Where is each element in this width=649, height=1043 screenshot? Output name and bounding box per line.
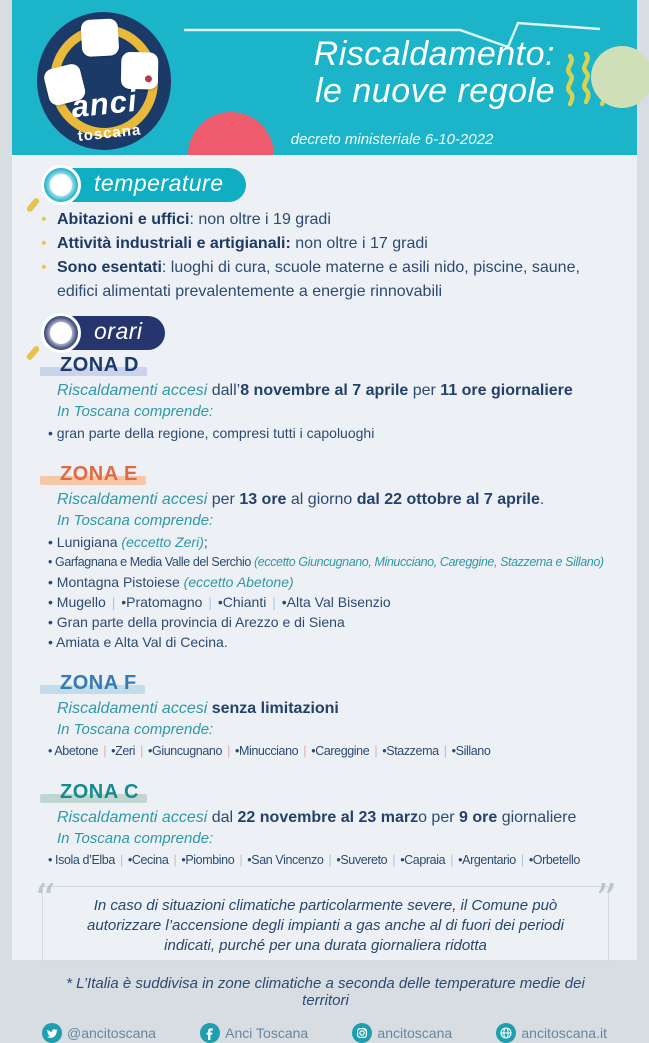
header [12,0,637,155]
temperature-rules-list [40,208,620,304]
text-segment: Riscaldamenti accesi [57,809,212,826]
text-segment: (eccetto Abetone) [183,574,294,590]
text-segment: 8 novembre al 7 aprile [240,382,409,399]
text-segment: dal [211,809,238,826]
zone-schedule [57,489,637,511]
text-segment: • Montagna Pistoiese [48,574,184,590]
rule-bold-text: Sono esentati [57,259,162,276]
zone-place-line [48,532,637,552]
temperature-label: temperature [94,170,224,196]
magnifier-icon [41,313,81,353]
text-segment: •Careggine [308,744,373,758]
quote-text: In caso di situazioni climatiche particolarmente severe, il Comune può autorizzare l’accensione degli impianti a gas anche al di fuori dei periodi indicati, purché per una durata giornaliera ridotta [87,897,564,954]
section-pill-temperature [50,168,246,202]
text-segment: •Zeri [108,744,139,758]
facebook-icon [200,1023,220,1043]
text-segment: •Minucciano [231,744,302,758]
zone-body [48,698,637,761]
zone-body [48,380,637,443]
decree-subtitle: decreto ministeriale 6-10-2022 [290,131,494,148]
text-segment: • Amiata e Alta Val di Cecina. [48,634,228,650]
zone-heading-text: ZONA C [60,781,139,803]
text-segment: •Cecina [124,853,172,867]
text-segment: •Chianti [213,594,271,610]
text-segment: Riscaldamenti accesi [57,700,212,717]
zone-place-line [48,632,637,652]
text-segment: • Gran parte della provincia di Arezzo e di Siena [48,614,345,630]
decorative-sage-circle [591,46,649,108]
text-segment: | [208,594,212,610]
text-segment: | [272,594,276,610]
zone-c [40,781,637,870]
zone-comprende-label: In Toscana comprende: [57,830,214,847]
text-segment: • gran parte della regione, compresi tutti i capoluoghi [48,425,375,441]
zone-body [48,807,637,870]
text-segment: dall’ [211,382,241,399]
text-segment: giornaliere [497,809,577,826]
text-segment: | [173,853,177,867]
text-segment: ; [203,534,208,550]
zone-f [40,672,637,761]
temperature-rule: • Attività industriali e artigianali: non oltre i 17 gradi [40,232,620,256]
text-segment: | [140,744,143,758]
website-url: ancitoscana.it [521,1025,607,1041]
zone-place-line [48,741,637,761]
twitter-link[interactable] [42,1023,156,1043]
text-segment: 13 ore [239,491,287,508]
text-segment: | [119,853,123,867]
text-segment: | [103,744,107,758]
text-segment: al giorno [286,491,357,508]
temperature-rule: • Sono esentati: luoghi di cura, scuole materne e asili nido, piscine, saune, edifici alimentati prevalentemente a energie rinnovabili [40,256,620,304]
zone-heading [40,354,147,377]
twitter-handle: @ancitoscana [67,1025,156,1041]
text-segment: • Lunigiana [48,534,122,550]
text-segment: | [450,853,454,867]
text-segment: 22 novembre al 23 marz [237,809,419,826]
text-segment: Riscaldamenti accesi [57,491,212,508]
zone-places-list [48,532,637,652]
zone-place-line [48,572,637,592]
logo-text-anci: anci [69,82,140,125]
text-segment: | [111,594,116,610]
text-segment: dal 22 ottobre al 7 aprile [356,491,540,508]
text-segment: •Stazzema [379,744,442,758]
text-segment: | [520,853,524,867]
zones-container [40,354,637,870]
content [12,155,637,1009]
zone-heading [40,781,147,804]
text-segment: (eccetto Giuncugnano, Minucciano, Careggine, Stazzema e Sillano) [254,555,604,569]
magnifier-handle [26,197,41,213]
text-segment: | [374,744,378,758]
zone-comprende-label: In Toscana comprende: [57,512,214,529]
logo-text-toscana: toscana [76,121,143,145]
zone-heading-text: ZONA E [60,463,138,485]
text-segment: •San Vincenzo [244,853,327,867]
text-segment: •Giuncugnano [144,744,226,758]
text-segment: | [392,853,396,867]
rule-bold-text: Abitazioni e uffici [57,211,190,228]
zone-places-list [48,423,637,443]
title-line1: Riscaldamento: [313,35,555,73]
zone-heading [40,672,145,695]
zone-place-line [48,552,637,572]
text-segment: •Pratomagno [117,594,207,610]
magnifier-icon [41,165,81,205]
text-segment: (eccetto Zeri) [121,534,204,550]
zone-d [40,354,637,443]
text-segment: •Argentario [455,853,519,867]
text-segment: • Garfagnana e Media Valle del Serchio [48,555,255,569]
text-segment: • Abetone [48,744,102,758]
zone-place-line [48,592,637,612]
text-segment: senza limitazioni [211,700,339,717]
text-segment: | [239,853,243,867]
title-line2: le nuove regole [314,72,555,110]
text-segment: •Sillano [448,744,491,758]
instagram-icon [352,1023,372,1043]
text-segment: 11 ore giornaliere [440,382,573,399]
facebook-link[interactable] [200,1023,308,1043]
text-segment: o per [418,809,459,826]
temperature-rule: • Abitazioni e uffici: non oltre i 19 gradi [40,208,620,232]
zone-body [48,489,637,652]
logo-square-top [81,18,120,57]
section-pill-orari [50,316,165,350]
magnifier-handle [26,345,41,361]
text-segment: 9 ore [459,809,498,826]
text-segment: per [408,382,441,399]
text-segment: •Suvereto [333,853,391,867]
social-footer [12,1023,637,1043]
twitter-bird-icon [42,1023,62,1043]
infographic-page [12,0,637,1041]
text-segment: | [303,744,307,758]
text-segment: • Mugello [48,594,110,610]
instagram-handle: ancitoscana [377,1025,453,1041]
text-segment: | [227,744,230,758]
facebook-name: Anci Toscana [225,1025,309,1041]
zone-schedule [57,380,637,402]
globe-icon [496,1023,516,1043]
zone-heading-text: ZONA D [60,354,139,376]
zone-places-list [48,850,637,870]
text-segment: •Orbetello [525,853,580,867]
text-segment: Riscaldamenti accesi [57,382,212,399]
close-quote-icon: ” [595,875,617,924]
zone-place-line [48,423,637,443]
text-segment: per [211,491,240,508]
zone-place-line [48,850,637,870]
orari-label: orari [94,318,143,344]
zone-schedule [57,698,637,720]
quote-box [34,875,617,966]
text-segment: • Isola d’Elba [48,853,118,867]
text-segment: | [443,744,447,758]
anci-toscana-logo [30,5,178,156]
text-segment: | [328,853,332,867]
zone-heading-text: ZONA F [60,672,137,694]
zone-schedule [57,807,637,829]
website-link[interactable] [496,1023,607,1043]
open-quote-icon: “ [34,875,56,924]
zone-e [40,463,637,652]
text-segment: . [539,491,545,508]
climate-zones-footnote: * L’Italia è suddivisa in zone climatiche a seconda delle temperature medie dei territori [66,975,585,1009]
text-segment: •Capraia [397,853,449,867]
zone-places-list [48,741,637,761]
rule-bold-text: Attività industriali e artigianali: [57,235,291,252]
zone-place-line [48,612,637,632]
text-segment: •Piombino [178,853,238,867]
zone-comprende-label: In Toscana comprende: [57,403,214,420]
zone-comprende-label: In Toscana comprende: [57,721,214,738]
instagram-link[interactable] [352,1023,452,1043]
zone-heading [40,463,146,486]
page-title [187,36,555,110]
text-segment: •Alta Val Bisenzio [277,594,391,610]
